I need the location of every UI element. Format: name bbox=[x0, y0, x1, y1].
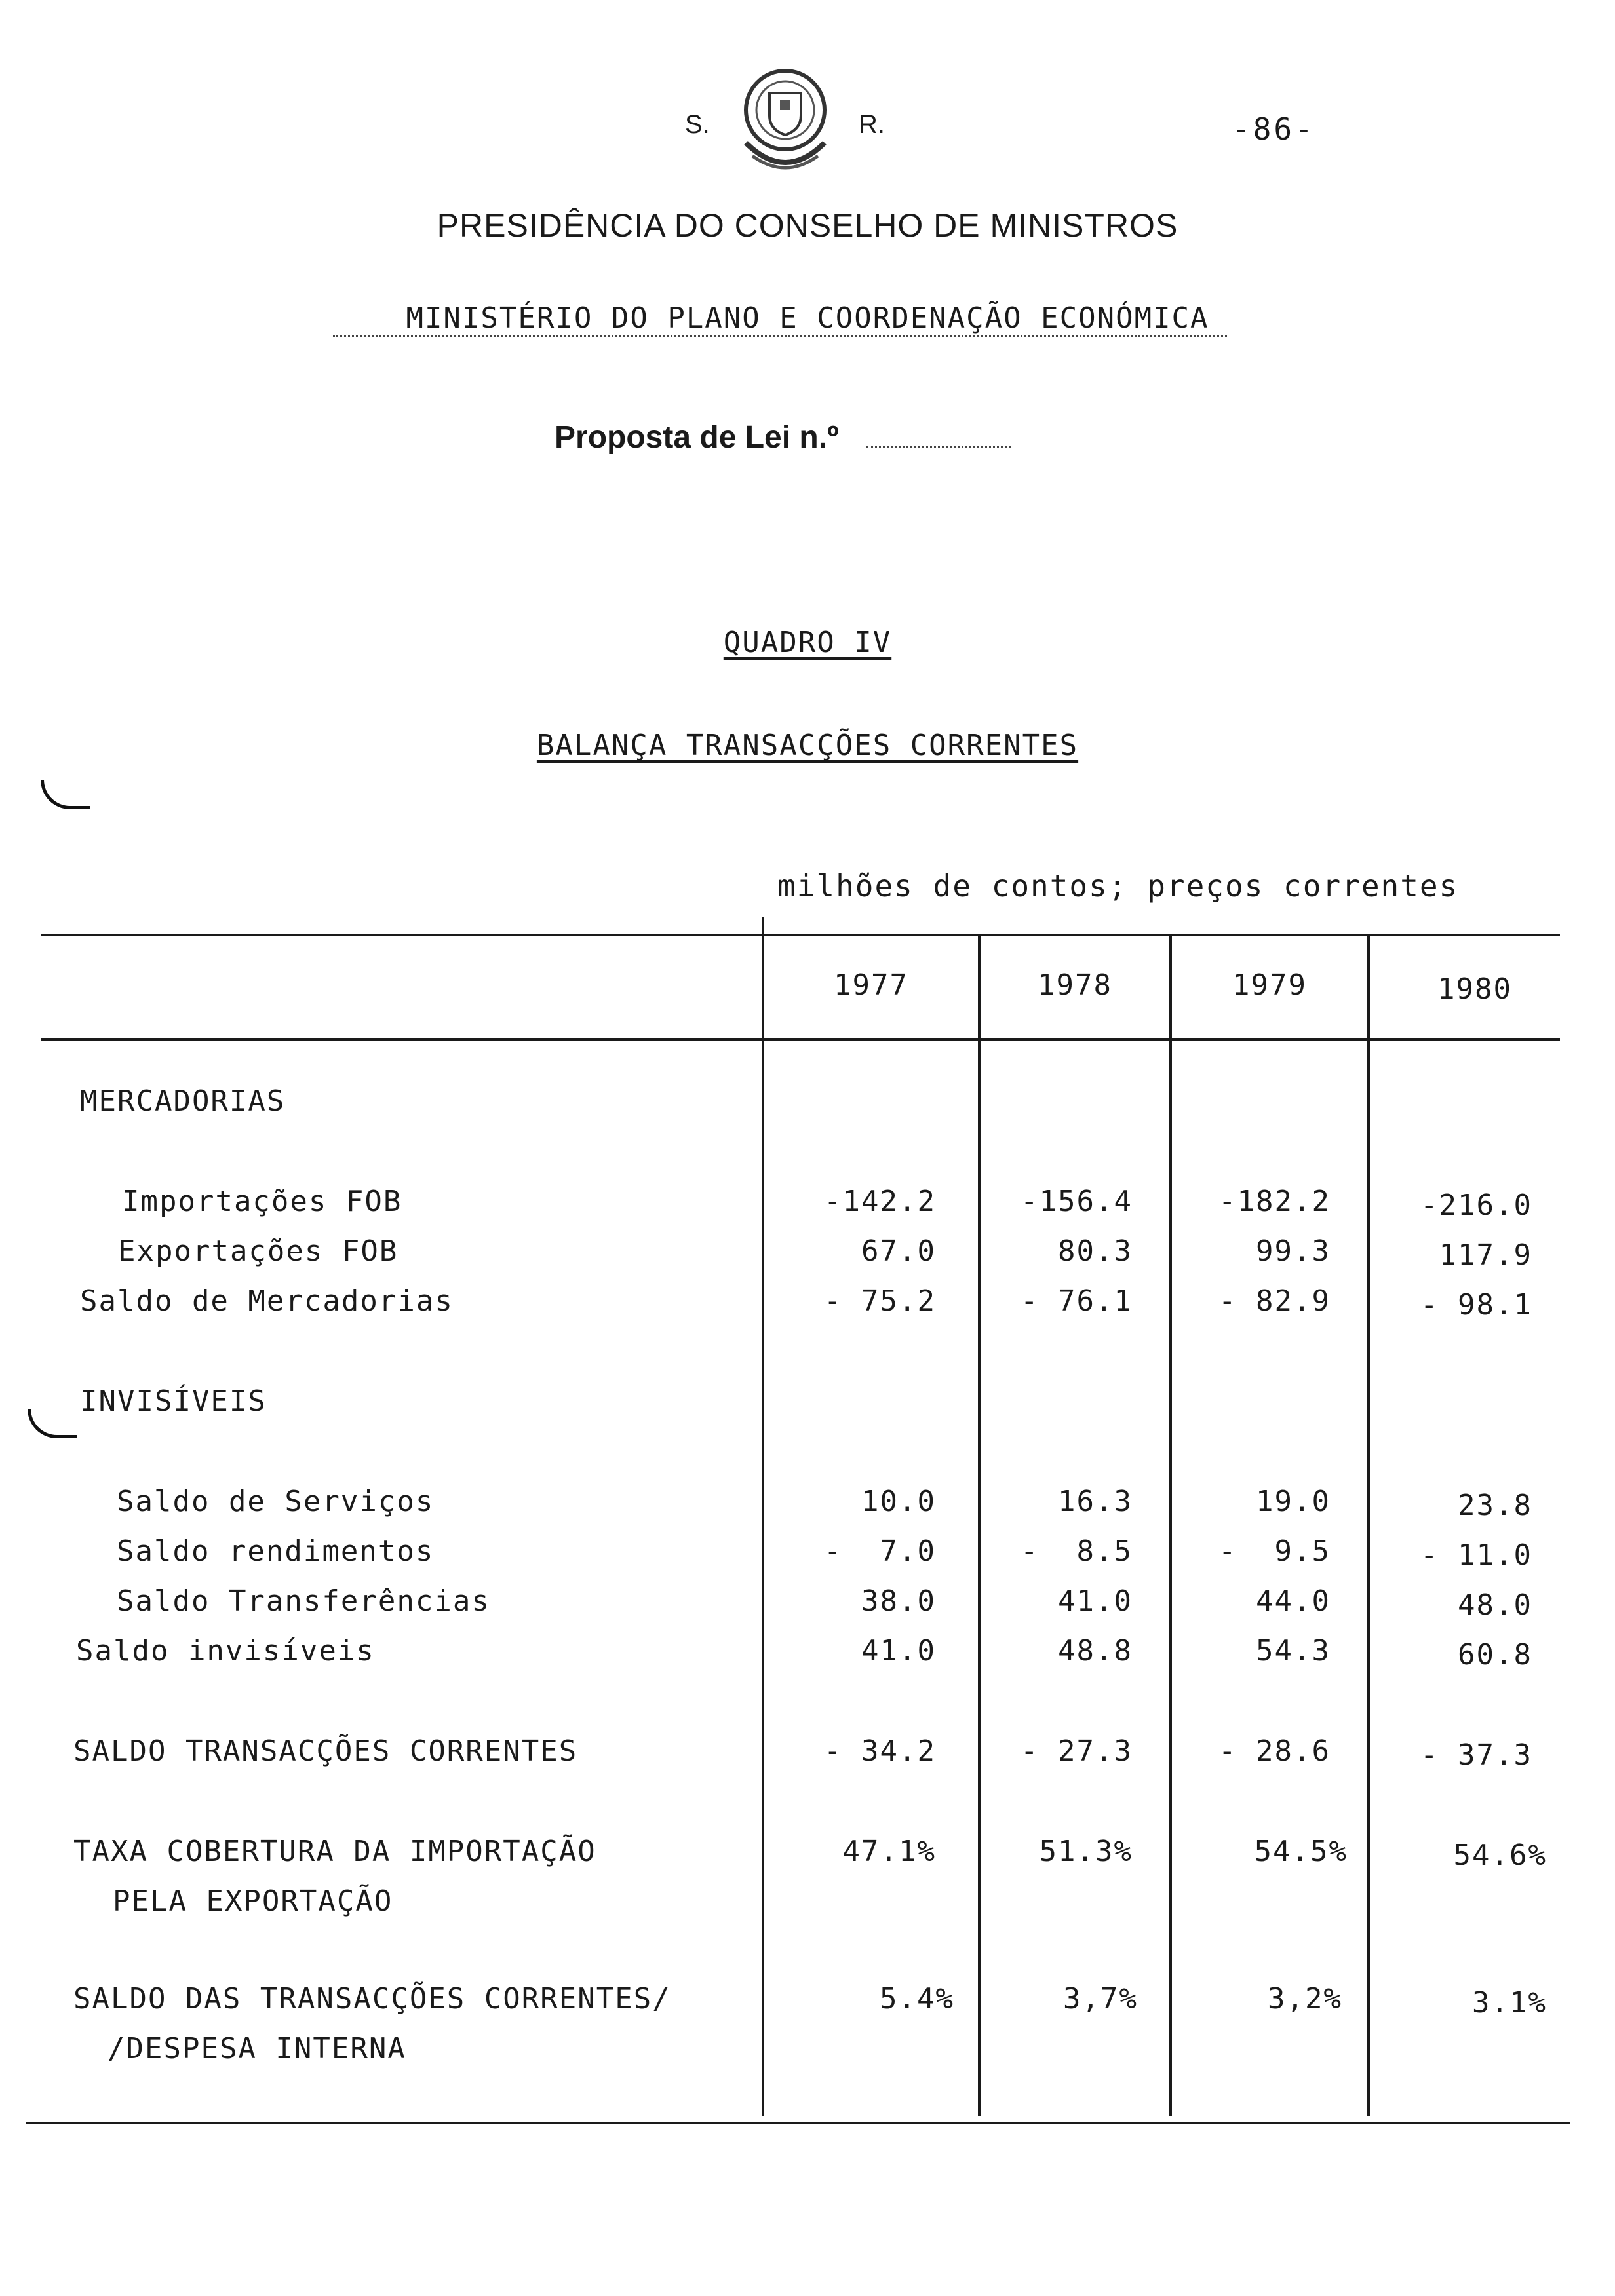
cell-value: 80.3 bbox=[1058, 1234, 1133, 1268]
cell-value: 41.0 bbox=[1058, 1584, 1133, 1618]
table-title: BALANÇA TRANSACÇÕES CORRENTES bbox=[536, 729, 1079, 762]
cell-value: 48.8 bbox=[1058, 1634, 1133, 1668]
year-header: 1979 bbox=[1232, 968, 1307, 1002]
cell-value: 117.9 bbox=[1439, 1238, 1532, 1272]
cell-value: - 34.2 bbox=[824, 1734, 936, 1768]
proposal-label: Proposta de Lei n.º bbox=[555, 420, 839, 455]
bracket-mark bbox=[41, 780, 90, 809]
row-label: Saldo rendimentos bbox=[117, 1535, 435, 1568]
table-units: milhões de contos; preços correntes bbox=[777, 868, 1459, 904]
header-r-label: R. bbox=[859, 110, 885, 139]
cell-value: 3,7% bbox=[1063, 1982, 1138, 2016]
cell-value: 51.3% bbox=[1039, 1835, 1133, 1868]
cell-value: 54.6% bbox=[1453, 1839, 1547, 1872]
coat-of-arms-emblem bbox=[733, 64, 838, 182]
section-label-mercadorias: MERCADORIAS bbox=[80, 1084, 286, 1118]
cell-value: - 75.2 bbox=[824, 1284, 936, 1318]
row-label: TAXA COBERTURA DA IMPORTAÇÃO bbox=[73, 1835, 596, 1868]
row-label: Saldo invisíveis bbox=[76, 1634, 375, 1668]
cell-value: - 82.9 bbox=[1218, 1284, 1331, 1318]
row-label: SALDO DAS TRANSACÇÕES CORRENTES/ bbox=[73, 1982, 671, 2016]
cell-value: -182.2 bbox=[1218, 1185, 1331, 1218]
column-divider bbox=[978, 934, 981, 2116]
cell-value: 47.1% bbox=[842, 1835, 936, 1868]
cell-value: 3,2% bbox=[1268, 1982, 1342, 2016]
cell-value: 60.8 bbox=[1458, 1638, 1532, 1672]
year-header: 1978 bbox=[1038, 968, 1112, 1002]
cell-value: -142.2 bbox=[824, 1185, 936, 1218]
header-s-label: S. bbox=[685, 110, 710, 139]
cell-value: - 11.0 bbox=[1420, 1539, 1532, 1572]
cell-value: -216.0 bbox=[1420, 1189, 1532, 1222]
cell-value: - 76.1 bbox=[1021, 1284, 1133, 1318]
cell-value: 41.0 bbox=[861, 1634, 936, 1668]
row-label-continued: PELA EXPORTAÇÃO bbox=[113, 1885, 393, 1918]
page-number: -86- bbox=[1232, 111, 1315, 147]
cell-value: - 98.1 bbox=[1420, 1288, 1532, 1322]
ministry-dotted-rule bbox=[333, 335, 1227, 337]
row-label: Exportações FOB bbox=[118, 1234, 399, 1268]
table-top-rule bbox=[41, 934, 1560, 936]
cell-value: 10.0 bbox=[861, 1485, 936, 1518]
cell-value: 48.0 bbox=[1458, 1588, 1532, 1622]
row-label: Saldo de Serviços bbox=[117, 1485, 435, 1518]
cell-value: 3.1% bbox=[1472, 1986, 1547, 2019]
cell-value: - 7.0 bbox=[824, 1535, 936, 1568]
cell-value: 54.3 bbox=[1256, 1634, 1331, 1668]
table-number: QUADRO IV bbox=[723, 626, 892, 659]
bracket-mark bbox=[28, 1409, 77, 1438]
cell-value: - 28.6 bbox=[1218, 1734, 1331, 1768]
row-label: SALDO TRANSACÇÕES CORRENTES bbox=[73, 1734, 578, 1768]
cell-value: 5.4% bbox=[880, 1982, 954, 2016]
cell-value: - 27.3 bbox=[1021, 1734, 1133, 1768]
cell-value: 23.8 bbox=[1458, 1489, 1532, 1522]
cell-value: 67.0 bbox=[861, 1234, 936, 1268]
cell-value: 16.3 bbox=[1058, 1485, 1133, 1518]
cell-value: 99.3 bbox=[1256, 1234, 1331, 1268]
proposal-number-blank bbox=[866, 446, 1011, 448]
cell-value: - 37.3 bbox=[1420, 1738, 1532, 1772]
row-label: Saldo Transferências bbox=[117, 1584, 490, 1618]
table-header-rule bbox=[41, 1038, 1560, 1041]
column-divider bbox=[1169, 934, 1172, 2116]
cell-value: 38.0 bbox=[861, 1584, 936, 1618]
cell-value: -156.4 bbox=[1021, 1185, 1133, 1218]
year-header: 1980 bbox=[1437, 972, 1512, 1006]
row-label: Importações FOB bbox=[122, 1185, 402, 1218]
year-header: 1977 bbox=[834, 968, 908, 1002]
section-label-invisiveis: INVISÍVEIS bbox=[80, 1385, 267, 1418]
institution-title: PRESIDÊNCIA DO CONSELHO DE MINISTROS bbox=[437, 207, 1178, 244]
cell-value: 19.0 bbox=[1256, 1485, 1331, 1518]
row-label: Saldo de Mercadorias bbox=[80, 1284, 454, 1318]
cell-value: - 8.5 bbox=[1021, 1535, 1133, 1568]
column-divider bbox=[1367, 934, 1370, 2116]
ministry-title: MINISTÉRIO DO PLANO E COORDENAÇÃO ECONÓMICA bbox=[406, 301, 1209, 335]
cell-value: 44.0 bbox=[1256, 1584, 1331, 1618]
cell-value: - 9.5 bbox=[1218, 1535, 1331, 1568]
row-label-continued: /DESPESA INTERNA bbox=[107, 2032, 406, 2065]
table-bottom-rule bbox=[26, 2122, 1570, 2124]
cell-value: 54.5% bbox=[1254, 1835, 1348, 1868]
